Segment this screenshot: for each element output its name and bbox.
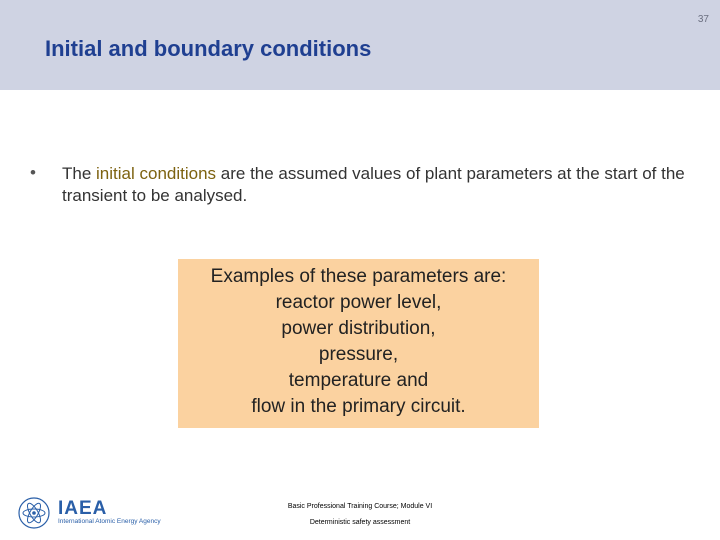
footer-course-title: Basic Professional Training Course; Module VI xyxy=(287,503,433,510)
example-item: reactor power level, xyxy=(275,292,442,313)
bullet-suffix: are the assumed values of plant parameters at the start of the transient to be analysed. xyxy=(62,164,685,205)
page-title: Initial and boundary conditions xyxy=(45,36,372,61)
example-item: power distribution, xyxy=(281,318,436,339)
footer-module-title: Deterministic safety assessment xyxy=(309,519,411,526)
examples-box xyxy=(178,259,539,428)
example-item: flow in the primary circuit. xyxy=(251,396,466,417)
example-item: pressure, xyxy=(318,344,399,365)
bullet-highlight: initial conditions xyxy=(96,164,217,183)
bullet-marker: • xyxy=(30,163,36,182)
slide-header xyxy=(0,0,720,90)
iaea-atom-emblem-icon xyxy=(16,496,52,530)
example-item: temperature and xyxy=(288,370,429,391)
iaea-logo-text: IAEA xyxy=(58,498,108,519)
iaea-logo-subtext: International Atomic Energy Agency xyxy=(58,518,161,525)
iaea-logo xyxy=(16,496,176,530)
bullet-prefix: The xyxy=(62,164,97,183)
examples-heading: Examples of these parameters are: xyxy=(210,266,507,287)
bullet-text xyxy=(62,163,692,207)
page-number: 37 xyxy=(697,14,709,25)
